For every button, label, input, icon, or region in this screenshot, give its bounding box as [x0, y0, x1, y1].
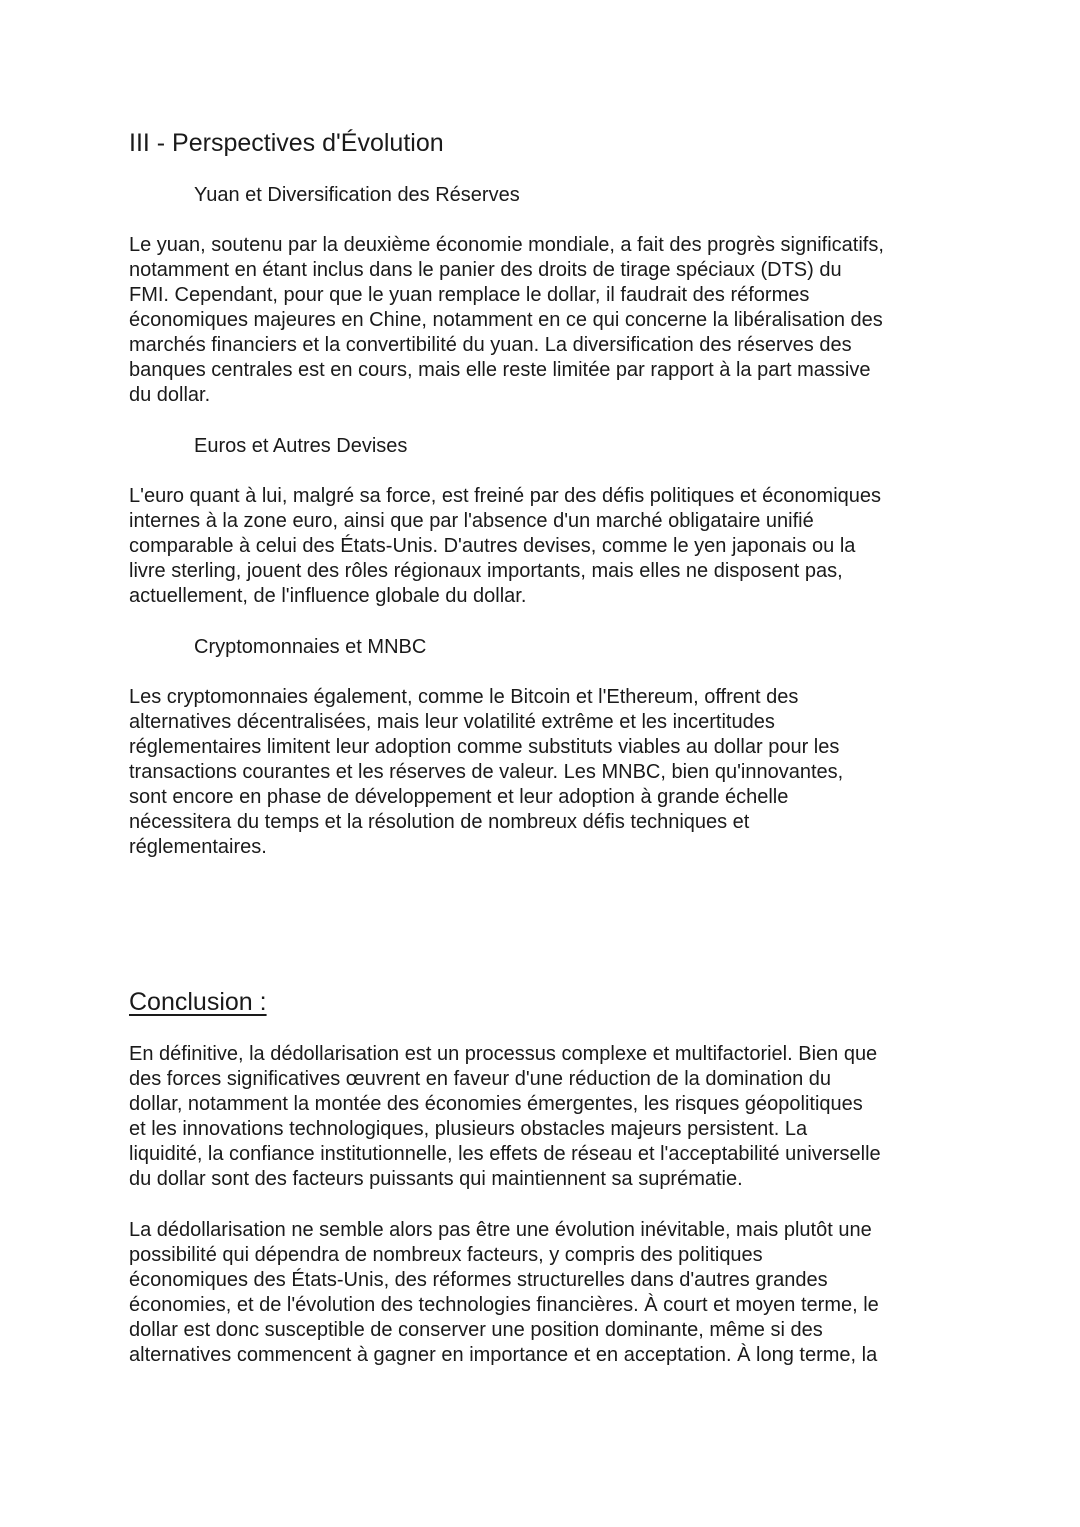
text-line: alternatives décentralisées, mais leur volatilité extrême et les incertitudes — [129, 711, 775, 733]
text-line: économies, et de l'évolution des technologies financières. À court et moyen terme, le — [129, 1294, 879, 1316]
text-line: réglementaires. — [129, 836, 267, 858]
text-line: transactions courantes et les réserves de valeur. Les MNBC, bien qu'innovantes, — [129, 761, 844, 783]
text-line: des forces significatives œuvrent en faveur d'une réduction de la domination du — [129, 1068, 831, 1090]
conclusion-paragraph-1 — [129, 1042, 959, 1192]
text-line: dollar est donc susceptible de conserver une position dominante, même si des — [129, 1319, 823, 1341]
conclusion-paragraph-2 — [129, 1218, 959, 1368]
text-line: notamment en étant inclus dans le panier des droits de tirage spéciaux (DTS) du — [129, 259, 842, 281]
paragraph-crypto — [129, 685, 959, 860]
text-line: L'euro quant à lui, malgré sa force, est freiné par des défis politiques et économiques — [129, 485, 882, 507]
text-line: et les innovations technologiques, plusieurs obstacles majeurs persistent. La — [129, 1118, 808, 1140]
paragraph-yuan — [129, 233, 959, 408]
text-line: En définitive, la dédollarisation est un processus complexe et multifactoriel. Bien que — [129, 1043, 878, 1065]
conclusion-heading: Conclusion : — [129, 988, 267, 1016]
text-line: possibilité qui dépendra de nombreux facteurs, y compris des politiques — [129, 1244, 763, 1266]
text-line: internes à la zone euro, ainsi que par l'absence d'un marché obligataire unifié — [129, 510, 814, 532]
text-line: du dollar sont des facteurs puissants qui maintiennent sa suprématie. — [129, 1168, 743, 1190]
section-heading: III - Perspectives d'Évolution — [129, 129, 444, 157]
text-line: Les cryptomonnaies également, comme le Bitcoin et l'Ethereum, offrent des — [129, 686, 799, 708]
text-line: réglementaires limitent leur adoption comme substituts viables au dollar pour les — [129, 736, 840, 758]
text-line: Le yuan, soutenu par la deuxième économie mondiale, a fait des progrès significatifs, — [129, 234, 884, 256]
subsection-title-euro: Euros et Autres Devises — [194, 435, 408, 457]
text-line: alternatives commencent à gagner en importance et en acceptation. À long terme, la — [129, 1344, 878, 1366]
text-line: sont encore en phase de développement et leur adoption à grande échelle — [129, 786, 789, 808]
text-line: dollar, notamment la montée des économies émergentes, les risques géopolitiques — [129, 1093, 863, 1115]
text-line: économiques des États-Unis, des réformes structurelles dans d'autres grandes — [129, 1269, 828, 1291]
subsection-title-crypto: Cryptomonnaies et MNBC — [194, 636, 427, 658]
text-line: La dédollarisation ne semble alors pas être une évolution inévitable, mais plutôt une — [129, 1219, 872, 1241]
text-line: économiques majeures en Chine, notamment en ce qui concerne la libéralisation des — [129, 309, 883, 331]
text-line: marchés financiers et la convertibilité du yuan. La diversification des réserves des — [129, 334, 852, 356]
text-line: liquidité, la confiance institutionnelle, les effets de réseau et l'acceptabilité universelle — [129, 1143, 881, 1165]
text-line: comparable à celui des États-Unis. D'autres devises, comme le yen japonais ou la — [129, 535, 856, 557]
text-line: du dollar. — [129, 384, 211, 406]
text-line: nécessitera du temps et la résolution de nombreux défis techniques et — [129, 811, 750, 833]
paragraph-euro — [129, 484, 959, 609]
subsection-title-yuan: Yuan et Diversification des Réserves — [194, 184, 520, 206]
text-line: banques centrales est en cours, mais elle reste limitée par rapport à la part massive — [129, 359, 871, 381]
text-line: actuellement, de l'influence globale du dollar. — [129, 585, 527, 607]
text-line: FMI. Cependant, pour que le yuan remplace le dollar, il faudrait des réformes — [129, 284, 810, 306]
text-line: livre sterling, jouent des rôles régionaux importants, mais elles ne disposent pas, — [129, 560, 843, 582]
